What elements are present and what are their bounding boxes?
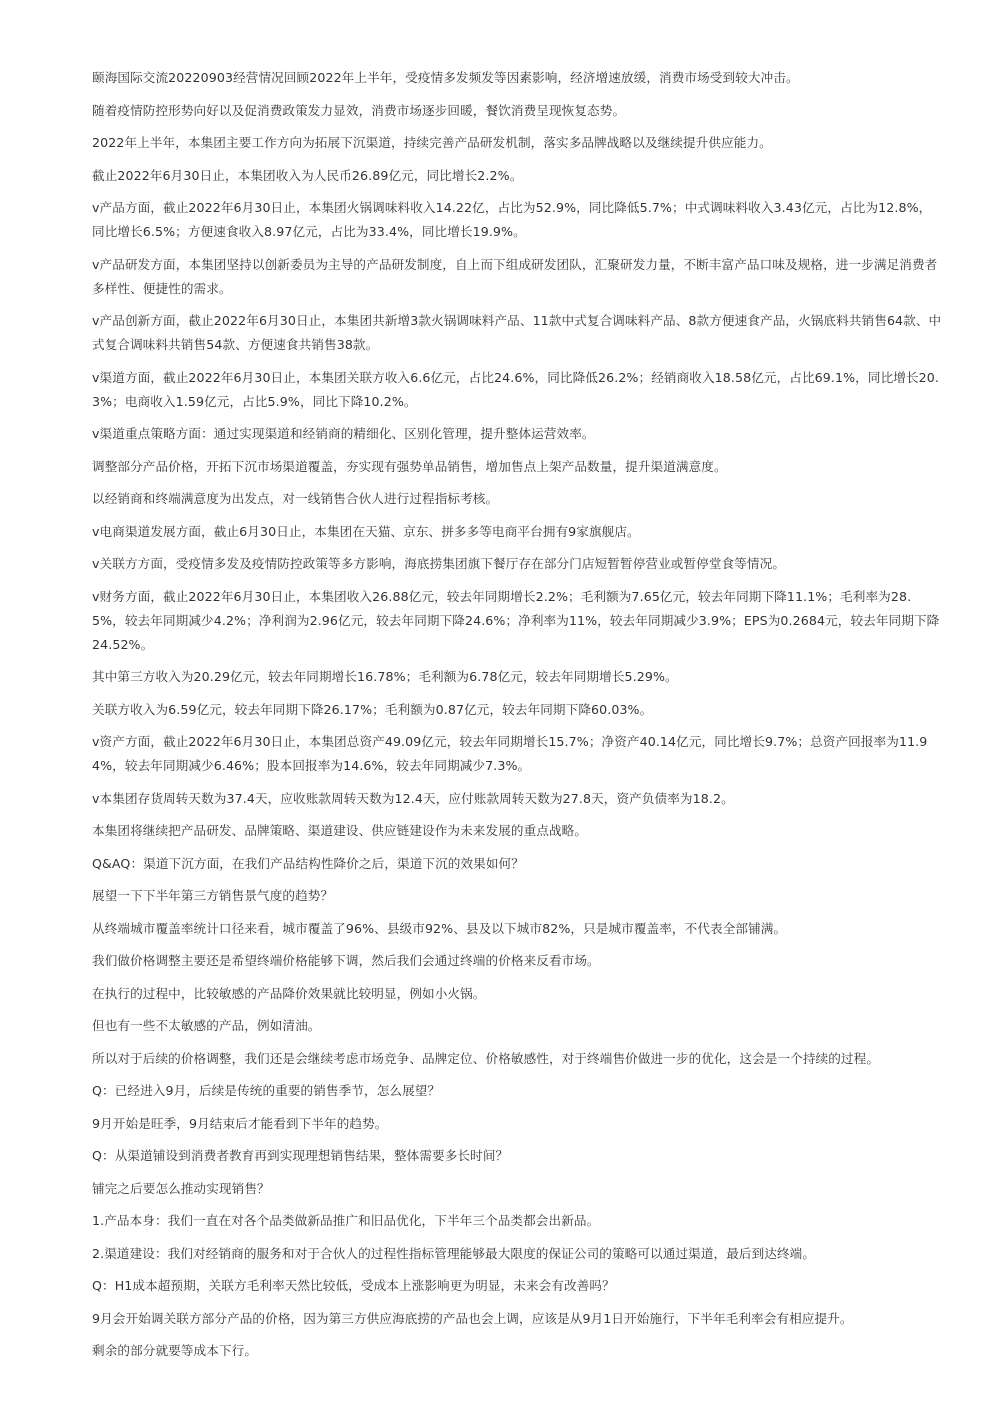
paragraph: 从终端城市覆盖率统计口径来看，城市覆盖了96%、县级市92%、县及以下城市82%，只是城市覆盖率，不代表全部铺满。 (92, 920, 787, 936)
paragraph: v渠道方面，截止2022年6月30日止，本集团关联方收入6.6亿元，占比24.6%，同比降低26.2%；经销商收入18.58亿元，占比69.1%，同比增长20.3%；电商收入1.59亿元，占比5.9%，同比下降10.2%。 (92, 369, 939, 409)
paragraph: 随着疫情防控形势向好以及促消费政策发力显效，消费市场逐步回暖，餐饮消费呈现恢复态势。 (92, 102, 626, 118)
paragraph: 以经销商和终端满意度为出发点，对一线销售合伙人进行过程指标考核。 (92, 491, 499, 506)
paragraph: 颐海国际交流20220903经营情况回顾2022年上半年，受疫情多发频发等因素影响，经济增速放缓，消费市场受到较大冲击。 (92, 70, 799, 85)
paragraph: Q：从渠道铺设到消费者教育再到实现理想销售结果，整体需要多长时间？ (92, 1148, 509, 1163)
paragraph: 其中第三方收入为20.29亿元，较去年同期增长16.78%；毛利额为6.78亿元，较去年同期增长5.29%。 (92, 669, 678, 684)
paragraph: 截止2022年6月30日止，本集团收入为人民币26.89亿元，同比增长2.2%。 (92, 167, 523, 183)
paragraph: v本集团存货周转天数为37.4天，应收账款周转天数为12.4天，应付账款周转天数为27.8天，资产负债率为18.2。 (92, 790, 734, 806)
paragraph: v产品创新方面，截止2022年6月30日止，本集团共新增3款火锅调味料产品、11款中式复合调味料产品、8款方便速食产品，火锅底料共销售64款、中式复合调味料共销售54款、方便速食共销售38款。 (92, 313, 942, 352)
paragraph: Q：已经进入9月，后续是传统的重要的销售季节，怎么展望？ (92, 1083, 441, 1098)
paragraph: 所以对于后续的价格调整，我们还是会继续考虑市场竞争、品牌定位、价格敏感性，对于终端售价做进一步的优化，这会是一个持续的过程。 (92, 1050, 880, 1066)
paragraph: v渠道重点策略方面：通过实现渠道和经销商的精细化、区别化管理，提升整体运营效率。 (92, 426, 595, 441)
paragraph: v电商渠道发展方面，截止6月30日止，本集团在天猫、京东、拼多多等电商平台拥有9家旗舰店。 (92, 523, 640, 539)
paragraph: 关联方收入为6.59亿元，较去年同期下降26.17%；毛利额为0.87亿元，较去年同期下降60.03%。 (92, 701, 653, 717)
paragraph: 9月会开始调关联方部分产品的价格，因为第三方供应海底捞的产品也会上调，应该是从9月1日开始施行，下半年毛利率会有相应提升。 (92, 1310, 853, 1326)
paragraph: 铺完之后要怎么推动实现销售？ (92, 1180, 270, 1196)
paragraph: Q&AQ：渠道下沉方面，在我们产品结构性降价之后，渠道下沉的效果如何？ (92, 855, 524, 871)
paragraph: Q：H1成本超预期，关联方毛利率天然比较低，受成本上涨影响更为明显，未来会有改善吗？ (92, 1278, 615, 1293)
paragraph: v关联方方面，受疫情多发及疫情防控政策等多方影响，海底捞集团旗下餐厅存在部分门店短暂暂停营业或暂停堂食等情况。 (92, 556, 786, 571)
paragraph: 1.产品本身：我们一直在对各个品类做新品推广和旧品优化，下半年三个品类都会出新品。 (92, 1213, 600, 1228)
paragraph: 本集团将继续把产品研发、品牌策略、渠道建设、供应链建设作为未来发展的重点战略。 (92, 823, 588, 838)
paragraph: 9月开始是旺季，9月结束后才能看到下半年的趋势。 (92, 1115, 388, 1131)
paragraph: v产品研发方面，本集团坚持以创新委员为主导的产品研发制度，自上而下组成研发团队，汇聚研发力量，不断丰富产品口味及规格，进一步满足消费者多样性、便捷性的需求。 (92, 256, 938, 296)
paragraph: 2.渠道建设：我们对经销商的服务和对于合伙人的过程性指标管理能够最大限度的保证公司的策略可以通过渠道，最后到达终端。 (92, 1245, 816, 1261)
paragraph: 展望一下下半年第三方销售景气度的趋势？ (92, 888, 334, 903)
paragraph: 但也有一些不太敏感的产品，例如清油。 (92, 1018, 321, 1033)
paragraph: v产品方面，截止2022年6月30日止，本集团火锅调味料收入14.22亿，占比为52.9%，同比降低5.7%；中式调味料收入3.43亿元，占比为12.8%，同比增长6.5%；方便速食收入8.97亿元，占比为33.4%，同比增长19.9%。 (92, 200, 932, 239)
paragraph: 调整部分产品价格，开拓下沉市场渠道覆盖，夯实现有强势单品销售，增加售点上架产品数量，提升渠道满意度。 (92, 458, 727, 474)
paragraph: 在执行的过程中，比较敏感的产品降价效果就比较明显，例如小火锅。 (92, 985, 486, 1001)
paragraph: 2022年上半年，本集团主要工作方向为拓展下沉渠道，持续完善产品研发机制，落实多品牌战略以及继续提升供应能力。 (92, 135, 772, 150)
paragraph: v财务方面，截止2022年6月30日止，本集团收入26.88亿元，较去年同期增长2.2%；毛利额为7.65亿元，较去年同期下降11.1%；毛利率为28.5%，较去年同期减少4.2%；净利润为2.96亿元，较去年同期下降24.6%；净利率为11%，较去年同期减少3.9%；EPS为0.2684元，较去年同期下降24.52%。 (92, 588, 940, 652)
paragraph: v资产方面，截止2022年6月30日止，本集团总资产49.09亿元，较去年同期增长15.7%；净资产40.14亿元，同比增长9.7%；总资产回报率为11.94%，较去年同期减少6.46%；股本回报率为14.6%，较去年同期减少7.3%。 (92, 734, 928, 773)
document-body (92, 66, 944, 1372)
paragraph: 剩余的部分就要等成本下行。 (92, 1343, 258, 1358)
paragraph: 我们做价格调整主要还是希望终端价格能够下调，然后我们会通过终端的价格来反看市场。 (92, 953, 600, 968)
